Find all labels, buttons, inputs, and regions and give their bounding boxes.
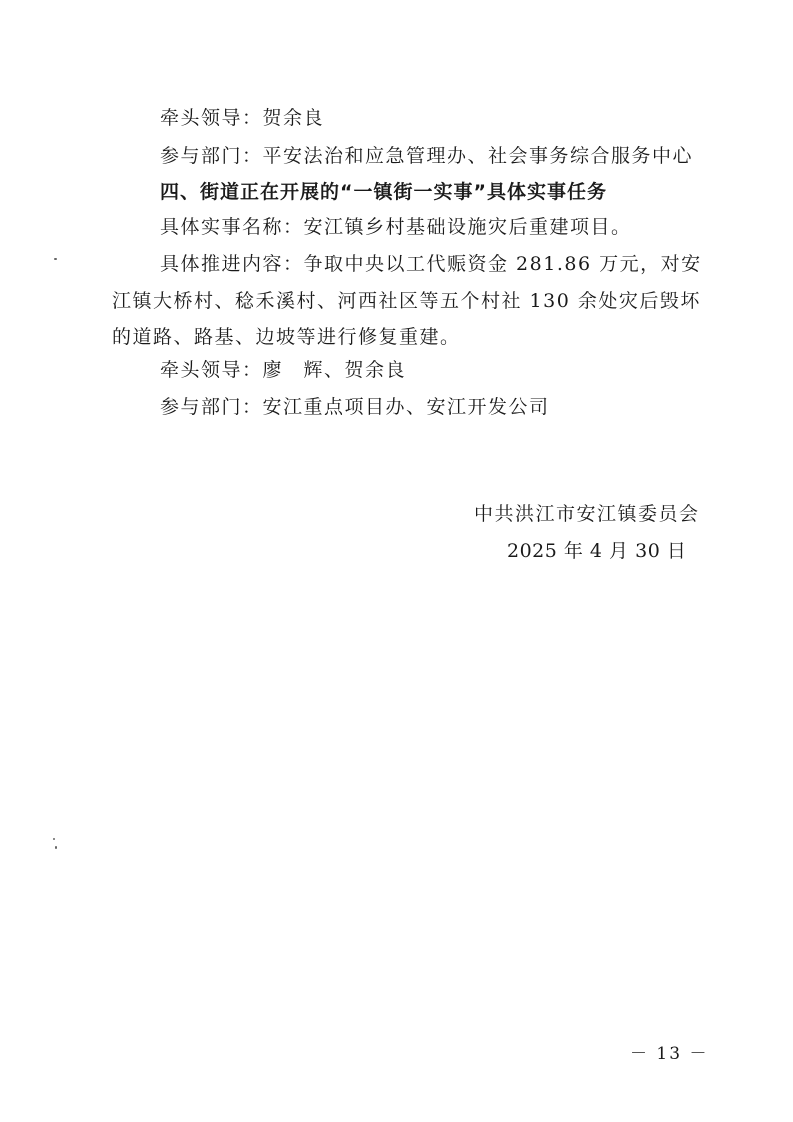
participating-dept-label: 参与部门： bbox=[160, 145, 263, 167]
signature-date: 2025 年 4 月 30 日 bbox=[507, 540, 687, 562]
task-content-text-1: 争取中央以工代赈资金 281.86 万元，对安 bbox=[303, 253, 702, 275]
scan-speck bbox=[53, 838, 55, 840]
lead-leader-value: 贺余良 bbox=[262, 107, 325, 129]
task-content-line-2: 江镇大桥村、稔禾溪村、河西社区等五个村社 130 余处灾后毁坏 bbox=[112, 290, 701, 312]
participating-dept-line-1 bbox=[160, 142, 693, 170]
task-lead-label: 牵头领导： bbox=[160, 359, 263, 381]
task-dept-value: 安江重点项目办、安江开发公司 bbox=[262, 396, 550, 418]
task-content-line-1 bbox=[160, 250, 702, 278]
section-heading-four: 四、街道正在开展的“一镇街一实事”具体实事任务 bbox=[160, 181, 607, 203]
task-lead-value: 廖 辉、贺余良 bbox=[262, 359, 407, 381]
page-number: － 13 － bbox=[630, 1044, 709, 1064]
scan-speck bbox=[55, 846, 57, 849]
lead-leader-line-2 bbox=[160, 356, 406, 384]
participating-dept-value: 平安法治和应急管理办、社会事务综合服务中心 bbox=[262, 145, 694, 167]
task-name-value: 安江镇乡村基础设施灾后重建项目。 bbox=[303, 216, 632, 238]
task-content-label: 具体推进内容： bbox=[160, 253, 304, 275]
task-name-line bbox=[160, 213, 632, 241]
participating-dept-line-2 bbox=[160, 393, 550, 421]
signature-organization: 中共洪江市安江镇委员会 bbox=[474, 503, 700, 525]
task-dept-label: 参与部门： bbox=[160, 396, 263, 418]
task-content-line-3: 的道路、路基、边坡等进行修复重建。 bbox=[112, 326, 461, 348]
scan-speck bbox=[54, 258, 57, 260]
lead-leader-label: 牵头领导： bbox=[160, 107, 263, 129]
task-name-label: 具体实事名称： bbox=[160, 216, 304, 238]
lead-leader-line-1 bbox=[160, 104, 324, 132]
